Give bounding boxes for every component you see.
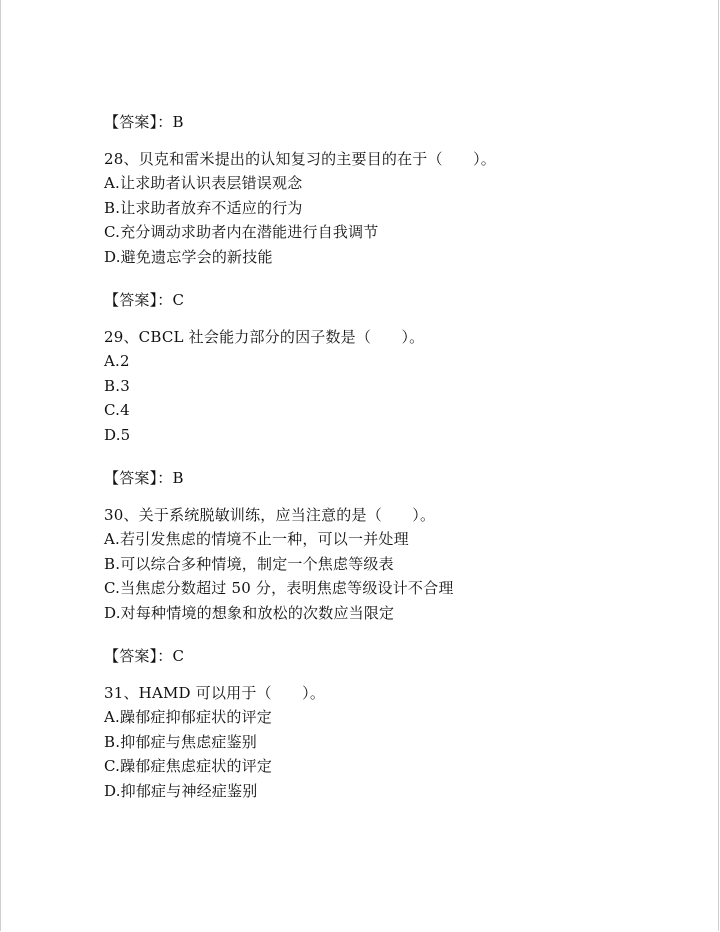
- option-d: D.对每种情境的想象和放松的次数应当限定: [104, 603, 395, 622]
- option-d: D.避免遗忘学会的新技能: [104, 247, 273, 266]
- option-c: C.充分调动求助者内在潜能进行自我调节: [104, 223, 379, 241]
- answer-line: 【答案】：C: [104, 647, 185, 665]
- option-b: B.3: [104, 376, 130, 395]
- option-a: A.2: [104, 352, 130, 370]
- question-block-29: [104, 325, 664, 448]
- option-a: A.若引发焦虑的情境不止一种，可以一并处理: [104, 530, 409, 548]
- option-b: B.让求助者放弃不适应的行为: [104, 198, 303, 217]
- answer-line: 【答案】：B: [104, 113, 184, 131]
- document-body: [104, 110, 664, 822]
- option-a: A.让求助者认识表层错误观念: [104, 174, 303, 192]
- option-b: B.可以综合多种情境，制定一个焦虑等级表: [104, 554, 394, 573]
- question-text: 29、CBCL 社会能力部分的因子数是（ ）。: [104, 327, 425, 346]
- question-text: 30、关于系统脱敏训练，应当注意的是（ ）。: [104, 505, 436, 524]
- option-d: D.5: [104, 425, 131, 444]
- question-block-30: [104, 503, 664, 626]
- answer-line: 【答案】：B: [104, 469, 184, 487]
- option-c: C.4: [104, 401, 130, 419]
- question-block-28: [104, 147, 664, 270]
- option-a: A.躁郁症抑郁症状的评定: [104, 708, 273, 726]
- question-text: 31、HAMD 可以用于（ ）。: [104, 683, 326, 702]
- question-block-31: [104, 681, 664, 804]
- answer-line: 【答案】：C: [104, 291, 185, 309]
- option-b: B.抑郁症与焦虑症鉴别: [104, 732, 257, 751]
- option-c: C.躁郁症焦虑症状的评定: [104, 757, 273, 775]
- option-c: C.当焦虑分数超过 50 分，表明焦虑等级设计不合理: [104, 579, 454, 597]
- option-d: D.抑郁症与神经症鉴别: [104, 781, 258, 800]
- question-text: 28、贝克和雷米提出的认知复习的主要目的在于（ ）。: [104, 149, 496, 168]
